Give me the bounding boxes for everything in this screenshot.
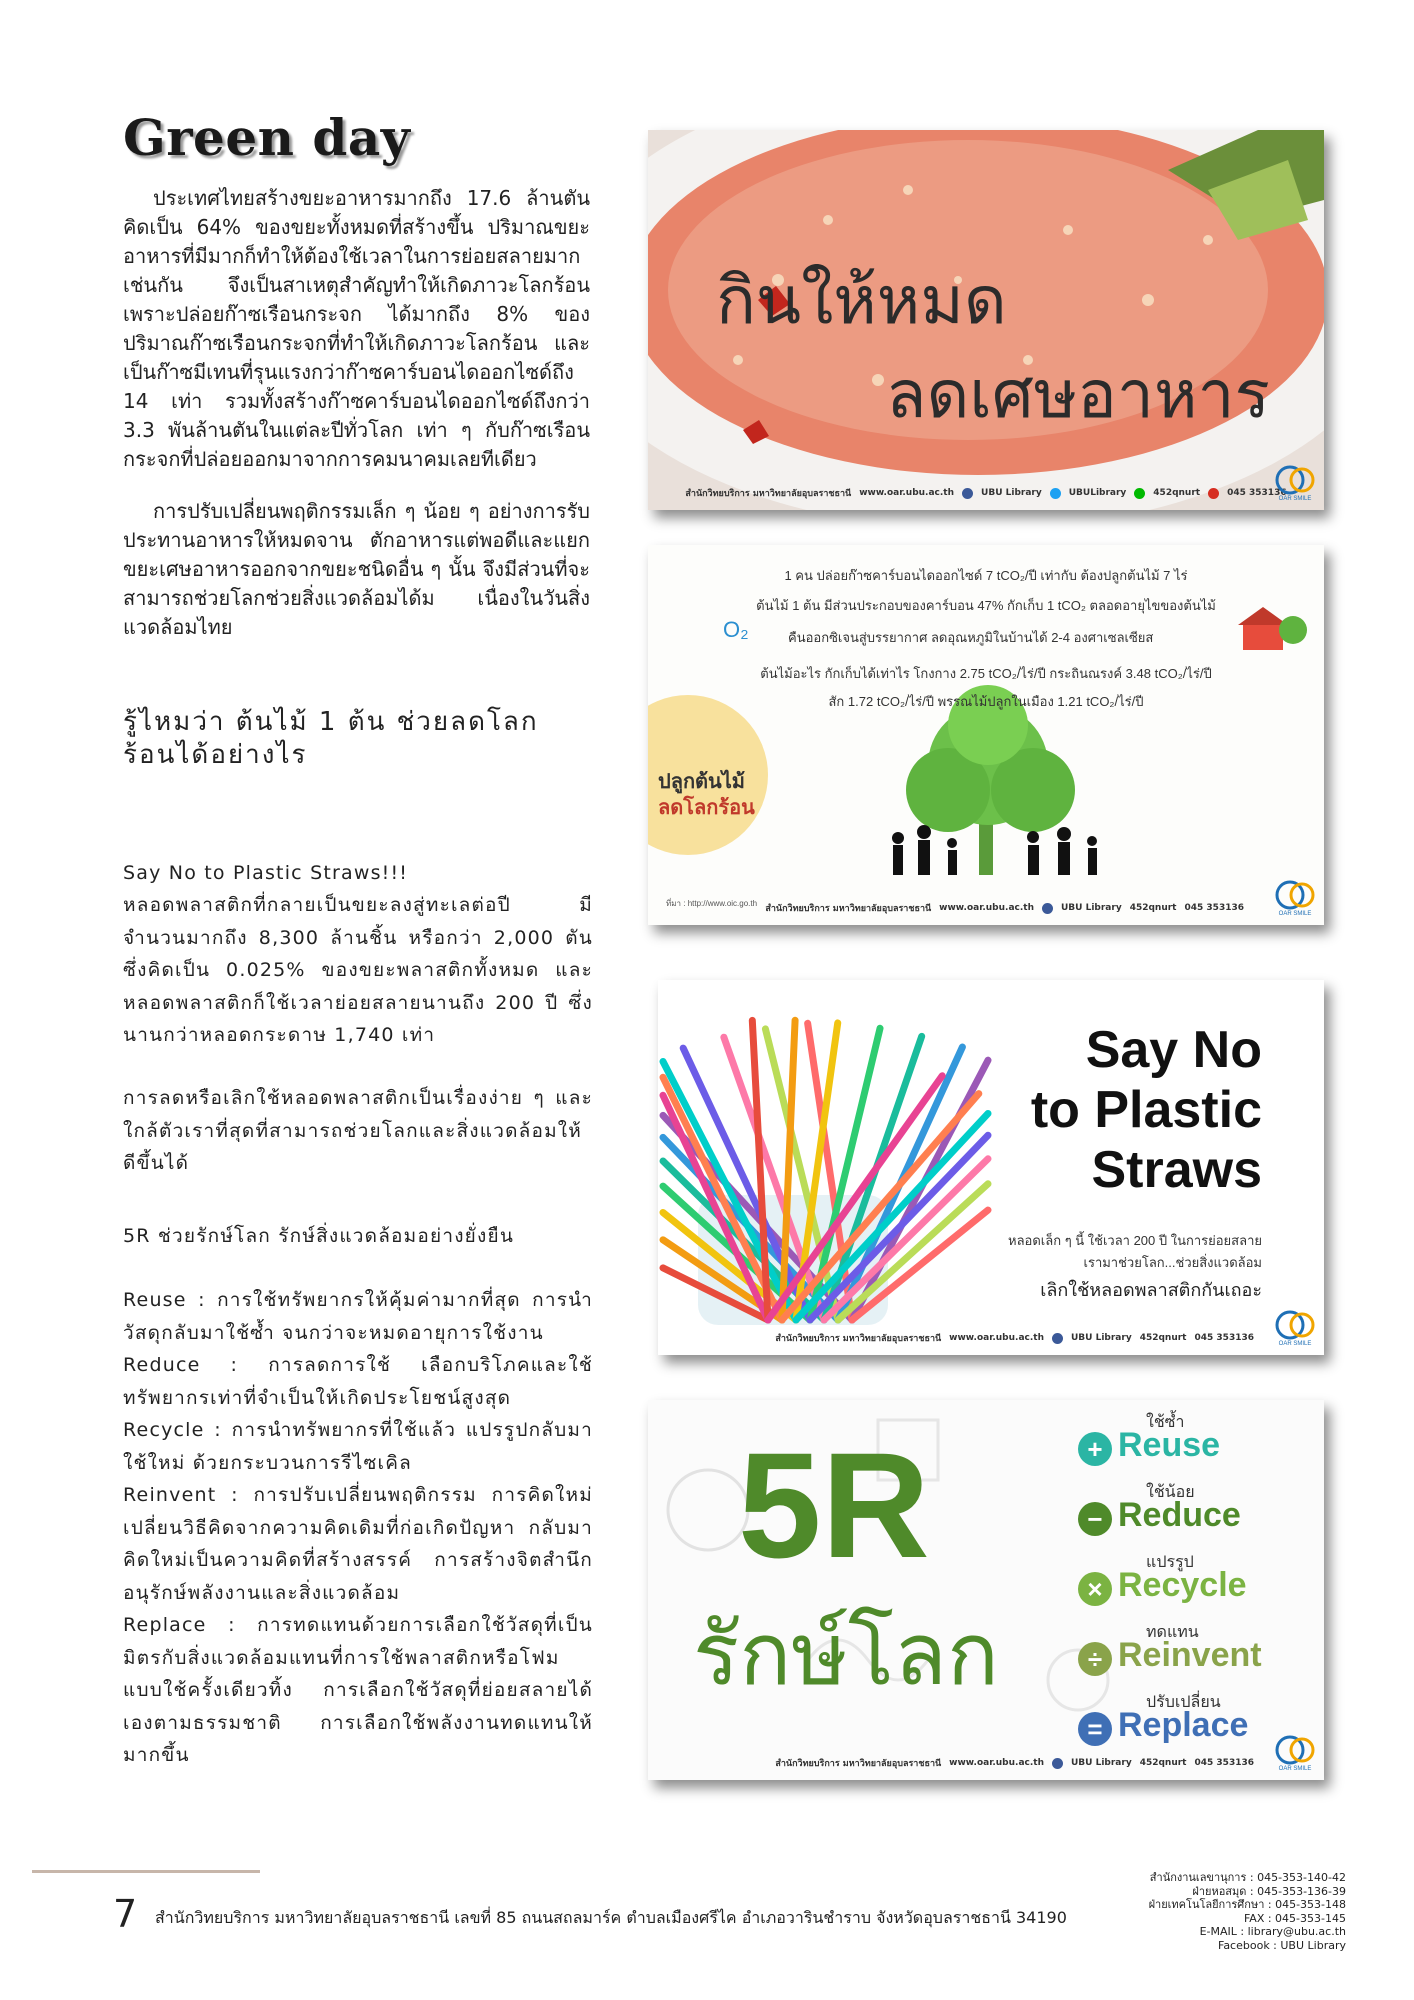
oar-smile-logo xyxy=(1272,879,1318,917)
fact-line-2: ต้นไม้ 1 ต้น มีส่วนประกอบของคาร์บอน 47% กักเก็บ 1 tCO₂ ตลอดอายุไขของต้นไม้ xyxy=(756,598,1216,613)
equals-icon: = xyxy=(1078,1712,1112,1746)
straws-sub-1: หลอดเล็ก ๆ นี้ ใช้เวลา 200 ปี ในการย่อยสลาย xyxy=(1008,1233,1262,1248)
svg-text:OAR SMILE: OAR SMILE xyxy=(1278,496,1312,502)
intro-paragraph-2: การปรับเปลี่ยนพฤติกรรมเล็ก ๆ น้อย ๆ อย่างการรับประทานอาหารให้หมดจาน ตักอาหารแต่พอดีและแยกขยะเศษอาหารออกจากขยะชนิดอื่น ๆ นั้น จึงมีส่วนที่จะสามารถช่วยโลกช่วยสิ่งแวดล้อมได้ม เนื่องในวันสิ่งแวดล้อมไทย xyxy=(123,499,590,639)
poster-footer-banner xyxy=(648,891,1324,925)
multiply-icon: × xyxy=(1078,1572,1112,1606)
source-note: ที่มา : http://www.oic.go.th xyxy=(666,899,758,908)
web-address: www.oar.ubu.ac.th xyxy=(859,488,955,498)
five-r-english-label: Replace xyxy=(1118,1706,1249,1744)
oar-smile-logo xyxy=(1272,1734,1318,1772)
five-r-thai-label: ใช้ซ้ำ xyxy=(1146,1414,1185,1431)
five-r-thai-label: ทดแทน xyxy=(1146,1624,1199,1641)
five-r-thai-label: ปรับเปลี่ยน xyxy=(1146,1694,1221,1711)
straws-sub-2: เรามาช่วยโลก...ช่วยสิ่งแวดล้อม xyxy=(1083,1255,1262,1270)
facebook-icon xyxy=(1052,1333,1063,1344)
five-r-english-label: Reduce xyxy=(1118,1496,1241,1534)
tree-heading: รู้ไหมว่า ต้นไม้ 1 ต้น ช่วยลดโลกร้อนได้อย่างไร xyxy=(123,707,539,770)
org-name: สำนักวิทยบริการ มหาวิทยาลัยอุบลราชธานี xyxy=(685,489,852,499)
straws-paragraph-2: การลดหรือเลิกใช้หลอดพลาสติกเป็นเรื่องง่าย ๆ และใกล้ตัวเราที่สุดที่สามารถช่วยโลกและสิ่งแวดล้อมให้ดีขึ้นได้ xyxy=(123,1087,593,1174)
web-address: www.oar.ubu.ac.th xyxy=(949,1758,1044,1768)
straws-sub-3: เลิกใช้หลอดพลาสติกกันเถอะ xyxy=(1040,1280,1262,1300)
straws-title-2: to Plastic xyxy=(1030,1081,1262,1139)
contact-line: ฝ่ายเทคโนโลยีการศึกษา : 045-353-148 xyxy=(1148,1898,1346,1912)
phone-number: 045 353136 xyxy=(1227,488,1287,498)
five-r-poster xyxy=(648,1400,1324,1780)
facebook-name: UBU Library xyxy=(1071,1758,1132,1768)
straws-title-3: Straws xyxy=(1091,1141,1262,1199)
page-title: Green day xyxy=(123,108,411,167)
twitter-icon xyxy=(1050,488,1061,499)
phone-number: 045 353136 xyxy=(1184,903,1244,913)
footer-address: สำนักวิทยบริการ มหาวิทยาลัยอุบลราชธานี เลขที่ 85 ถนนสถลมาร์ค ตำบลเมืองศรีไค อำเภอวารินชำราบ จังหวัดอุบลราชธานี 34190 xyxy=(155,1908,1067,1927)
facebook-icon xyxy=(1042,903,1053,914)
five-r-big-title: 5R xyxy=(738,1421,930,1589)
footer-contacts xyxy=(1149,1871,1346,1953)
contact-facebook: Facebook : UBU Library xyxy=(1218,1938,1346,1952)
contact-line: สำนักงานเลขานุการ : 045-353-140-42 xyxy=(1149,1871,1346,1884)
line-id: 452qnurt xyxy=(1153,488,1201,498)
svg-text:OAR SMILE: OAR SMILE xyxy=(1278,911,1312,917)
facebook-icon xyxy=(962,488,973,499)
five-r-thai-label: ใช้น้อย xyxy=(1146,1484,1195,1501)
org-name: สำนักวิทยบริการ มหาวิทยาลัยอุบลราชธานี xyxy=(775,1334,942,1344)
divide-icon: ÷ xyxy=(1078,1642,1112,1676)
poster-line-2: ลดเศษอาหาร xyxy=(886,356,1270,433)
line-id: 452qnurt xyxy=(1139,1758,1187,1768)
plus-icon: + xyxy=(1078,1432,1112,1466)
five-r-item: Replace : การทดแทนด้วยการเลือกใช้วัสดุที่เป็นมิตรกับสิ่งแวดล้อมแทนที่การใช้พลาสติกหรือโฟมแบบใช้ครั้งเดียวทิ้ง การเลือกใช้วัสดุที่ย่อยสลายได้เองตามธรรมชาติ การเลือกใช้พลังงานทดแทนให้มากขึ้น xyxy=(123,1614,593,1766)
five-r-list xyxy=(123,1284,593,1772)
svg-text:OAR SMILE: OAR SMILE xyxy=(1278,1341,1312,1347)
footer-divider xyxy=(32,1870,260,1873)
contact-line: ฝ่ายหอสมุด : 045-353-136-39 xyxy=(1192,1884,1346,1898)
org-name: สำนักวิทยบริการ มหาวิทยาลัยอุบลราชธานี xyxy=(765,904,932,914)
page-number: 7 xyxy=(113,1892,138,1936)
svg-text:OAR SMILE: OAR SMILE xyxy=(1278,1766,1312,1772)
intro-paragraph-1: ประเทศไทยสร้างขยะอาหารมากถึง 17.6 ล้านตัน คิดเป็น 64% ของขยะทั้งหมดที่สร้างขึ้น ปริมาณขยะอาหารที่มีมากก็ทำให้ต้องใช้เวลาในการย่อยสลายมากเช่นกัน จึงเป็นสาเหตุสำคัญทำให้เกิดภาวะโลกร้อน เพราะปล่อยก๊าซเรือนกระจก ได้มากถึง 8% ของปริมาณก๊าซเรือนกระจกที่ทำให้เกิดภาวะโลกร้อน และเป็นก๊าซมีเทนที่รุนแรงกว่าก๊าซคาร์บอนไดออกไซด์ถึง 14 เท่า รวมทั้งสร้างก๊าซคาร์บอนไดออกไซด์ถึงกว่า 3.3 พันล้านตันในแต่ละปีทั่วโลก เท่า ๆ กับก๊าซเรือนกระจกที่ปล่อยออกมาจากการคมนาคมเลยทีเดียว xyxy=(123,186,590,471)
five-r-thai-title: รักษ์โลก xyxy=(693,1605,999,1705)
straws-poster xyxy=(658,980,1324,1355)
phone-icon xyxy=(1208,488,1219,499)
five-r-item: Reduce : การลดการใช้ เลือกบริโภคและใช้ทรัพยากรเท่าที่จำเป็นให้เกิดประโยชน์สูงสุด xyxy=(123,1354,593,1409)
line-id: 452qnurt xyxy=(1129,903,1177,913)
web-address: www.oar.ubu.ac.th xyxy=(949,1333,1044,1343)
facebook-name: UBU Library xyxy=(1071,1333,1132,1343)
five-r-item: Reuse : การใช้ทรัพยากรให้คุ้มค่ามากที่สุด การนำวัสดุกลับมาใช้ซ้ำ จนกว่าจะหมดอายุการใช้งาน xyxy=(123,1289,593,1344)
phone-number: 045 353136 xyxy=(1194,1758,1254,1768)
o2-label: O₂ xyxy=(723,617,749,642)
badge-line-2: ลดโลกร้อน xyxy=(658,797,755,819)
minus-icon: − xyxy=(1078,1502,1112,1536)
five-r-entry xyxy=(1078,1410,1318,1480)
facebook-name: UBU Library xyxy=(981,488,1042,498)
poster-footer-banner xyxy=(658,1321,1324,1355)
oar-smile-logo xyxy=(1272,1309,1318,1347)
poster-footer-banner xyxy=(648,1746,1324,1780)
contact-line: FAX : 045-353-145 xyxy=(1243,1911,1346,1925)
fact-line-1: 1 คน ปล่อยก๊าซคาร์บอนไดออกไซด์ 7 tCO₂/ปี เท่ากับ ต้องปลูกต้นไม้ 7 ไร่ xyxy=(784,568,1188,583)
straws-heading: Say No to Plastic Straws!!! xyxy=(123,862,409,884)
line-icon xyxy=(1134,488,1145,499)
web-address: www.oar.ubu.ac.th xyxy=(939,903,1034,913)
five-r-entry xyxy=(1078,1620,1318,1690)
food-waste-poster xyxy=(648,130,1324,510)
fact-line-3: คืนออกซิเจนสู่บรรยากาศ ลดอุณหภูมิในบ้านได้ 2-4 องศาเซลเซียส xyxy=(788,630,1154,645)
five-r-heading: 5R ช่วยรักษ์โลก รักษ์สิ่งแวดล้อมอย่างยั่งยืน xyxy=(123,1225,515,1247)
tree-facts-poster xyxy=(648,545,1324,925)
facebook-name: UBU Library xyxy=(1061,903,1122,913)
five-r-english-label: Reuse xyxy=(1118,1426,1221,1464)
oar-smile-logo xyxy=(1272,464,1318,502)
straws-paragraph-1: หลอดพลาสติกที่กลายเป็นขยะลงสู่ทะเลต่อปี มีจำนวนมากถึง 8,300 ล้านชิ้น หรือกว่า 2,000 ตัน ซึ่งคิดเป็น 0.025% ของขยะพลาสติกทั้งหมด และหลอดพลาสติกก็ใช้เวลาย่อยสลายนานถึง 200 ปี ซึ่งนานกว่าหลอดกระดาษ 1,740 เท่า xyxy=(123,894,593,1046)
five-r-english-label: Recycle xyxy=(1118,1566,1247,1604)
contact-email: E-MAIL : library@ubu.ac.th xyxy=(1199,1925,1346,1939)
org-name: สำนักวิทยบริการ มหาวิทยาลัยอุบลราชธานี xyxy=(775,1759,942,1769)
five-r-list-graphic xyxy=(1078,1410,1318,1760)
instagram-name: UBULibrary xyxy=(1068,488,1127,498)
five-r-entry xyxy=(1078,1480,1318,1550)
line-id: 452qnurt xyxy=(1139,1333,1187,1343)
five-r-item: Reinvent : การปรับเปลี่ยนพฤติกรรม การคิดใหม่ เปลี่ยนวิธีคิดจากความคิดเดิมที่ก่อเกิดปัญหา กลับมาคิดใหม่เป็นความคิดที่สร้างสรรค์ การสร้างจิตสำนึกอนุรักษ์พลังงานและสิ่งแวดล้อม xyxy=(123,1484,593,1604)
poster-line-1: กินให้หมด xyxy=(716,262,1007,339)
phone-number: 045 353136 xyxy=(1194,1333,1254,1343)
badge-line-1: ปลูกต้นไม้ xyxy=(658,771,745,793)
five-r-item: Recycle : การนำทรัพยากรที่ใช้แล้ว แปรรูปกลับมาใช้ใหม่ ด้วยกระบวนการรีไซเคิล xyxy=(123,1419,593,1474)
fact-line-5: สัก 1.72 tCO₂/ไร่/ปี พรรณไม้ปลูกในเมือง 1.21 tCO₂/ไร่/ปี xyxy=(828,694,1144,709)
five-r-thai-label: แปรรูป xyxy=(1146,1554,1194,1571)
five-r-english-label: Reinvent xyxy=(1118,1636,1262,1674)
facebook-icon xyxy=(1052,1758,1063,1769)
straws-title-1: Say No xyxy=(1085,1021,1262,1079)
five-r-entry xyxy=(1078,1550,1318,1620)
poster-footer-banner xyxy=(648,476,1324,510)
fact-line-4: ต้นไม้อะไร กักเก็บได้เท่าไร โกงกาง 2.75 tCO₂/ไร่/ปี กระถินณรงค์ 3.48 tCO₂/ไร่/ปี xyxy=(760,666,1212,681)
